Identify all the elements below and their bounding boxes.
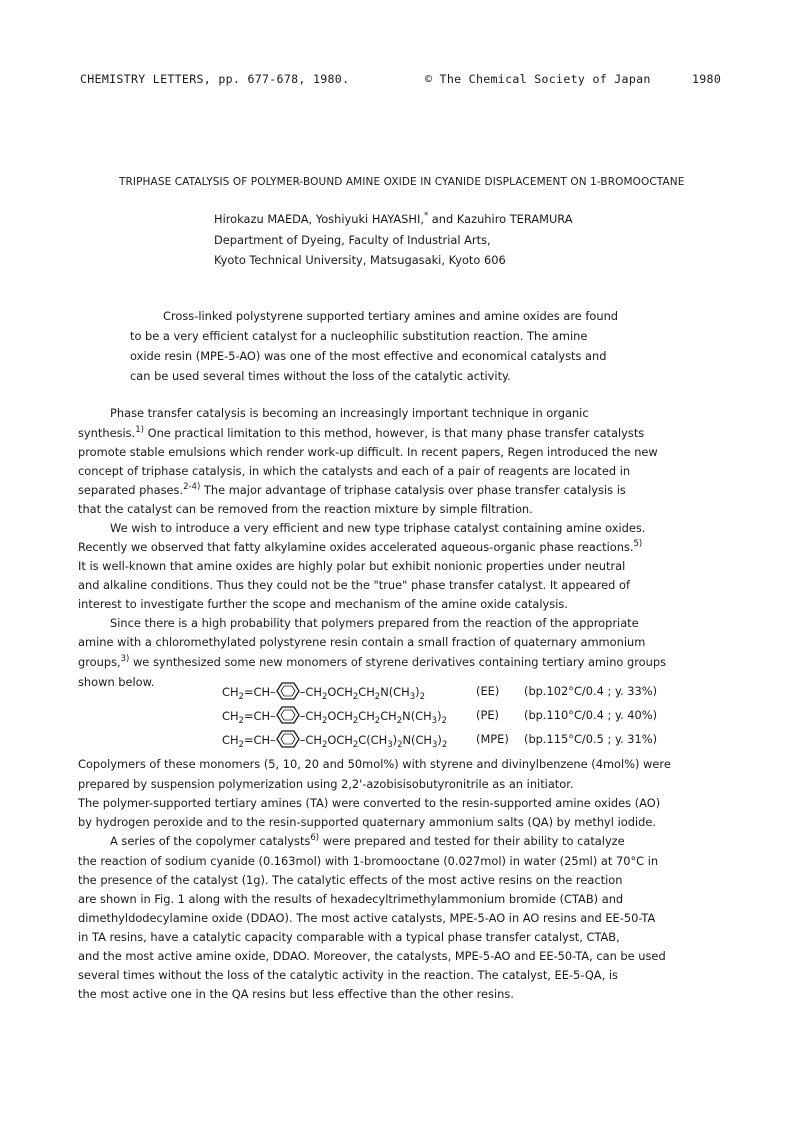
body-line: We wish to introduce a very efficient and new type triphase catalyst containing amine oxides. bbox=[110, 521, 646, 535]
copyright-notice: © The Chemical Society of Japan bbox=[425, 72, 651, 86]
body-line: prepared by suspension polymerization using 2,2'-azobisisobutyronitrile as an initiator. bbox=[78, 777, 574, 791]
monomer-code: (PE) bbox=[476, 708, 499, 722]
body-line: promote stable emulsions which render work-up difficult. In recent papers, Regen introduced the new bbox=[78, 445, 658, 459]
body-line: Phase transfer catalysis is becoming an increasingly important technique in organic bbox=[110, 406, 589, 420]
abstract-line: can be used several times without the loss of the catalytic activity. bbox=[130, 369, 511, 383]
formula-ee: $CH_2=CH-$ $-CH_2OCH_2CH_2N(CH_3)_2$ bbox=[222, 682, 425, 700]
monomer-bp: (bp.115°C/0.5 ; y. 31%) bbox=[524, 732, 658, 746]
body-line: dimethyldodecylamine oxide (DDAO). The most active catalysts, MPE-5-AO in AO resins and EE-50-TA bbox=[78, 911, 656, 925]
abstract-line: oxide resin (MPE-5-AO) was one of the most effective and economical catalysts and bbox=[130, 349, 607, 363]
body-line: in TA resins, have a catalytic capacity comparable with a typical phase transfer catalyst, CTAB, bbox=[78, 930, 620, 944]
benzene-ring-icon bbox=[276, 682, 300, 700]
body-line: The polymer-supported tertiary amines (TA) were converted to the resin-supported amine oxides (AO) bbox=[78, 796, 661, 810]
body-line: synthesis.$^{1)}$ One practical limitation to this method, however, is that many phase transfer catalysts bbox=[78, 425, 645, 440]
body-line: the most active one in the QA resins but less effective than the other resins. bbox=[78, 987, 514, 1001]
benzene-ring-icon bbox=[276, 730, 300, 748]
body-line: Since there is a high probability that polymers prepared from the reaction of the appropriate bbox=[110, 616, 639, 630]
body-line: A series of the copolymer catalysts$^{6)}$ were prepared and tested for their ability to catalyze bbox=[110, 833, 625, 848]
monomer-code: (MPE) bbox=[476, 732, 509, 746]
monomer-bp: (bp.102°C/0.4 ; y. 33%) bbox=[524, 684, 658, 698]
corresponding-author-mark: * bbox=[423, 211, 429, 221]
benzene-ring-icon bbox=[276, 706, 300, 724]
paper-title: TRIPHASE CATALYSIS OF POLYMER-BOUND AMINE OXIDE IN CYANIDE DISPLACEMENT ON 1-BROMOOCTANE bbox=[119, 176, 685, 188]
author-names: Hirokazu MAEDA, Yoshiyuki HAYASHI, bbox=[214, 212, 424, 226]
author-list bbox=[214, 212, 573, 226]
reference-mark: 3) bbox=[120, 654, 130, 664]
reference-mark: 1) bbox=[135, 425, 144, 435]
monomer-code: (EE) bbox=[476, 684, 500, 698]
body-line: and alkaline conditions. Thus they could not be the "true" phase transfer catalyst. It appeared of bbox=[78, 578, 630, 592]
affiliation-line-2: Kyoto Technical University, Matsugasaki, Kyoto 606 bbox=[214, 253, 506, 267]
publication-year: 1980 bbox=[692, 72, 722, 86]
abstract-line: to be a very efficient catalyst for a nucleophilic substitution reaction. The amine bbox=[130, 329, 588, 343]
body-line: separated phases.$^{2-4)}$ The major advantage of triphase catalysis over phase transfer catalysis is bbox=[78, 482, 626, 497]
formula-pe: $CH_2=CH-$ $-CH_2OCH_2CH_2CH_2N(CH_3)_2$ bbox=[222, 706, 447, 724]
abstract-line: Cross-linked polystyrene supported tertiary amines and amine oxides are found bbox=[163, 309, 619, 323]
journal-citation: CHEMISTRY LETTERS, pp. 677-678, 1980. bbox=[80, 72, 350, 86]
body-line: groups,$^{3)}$ we synthesized some new monomers of styrene derivatives containing tertiary amino groups bbox=[78, 654, 667, 669]
author-names-tail: and Kazuhiro TERAMURA bbox=[428, 212, 573, 226]
body-line: are shown in Fig. 1 along with the results of hexadecyltrimethylammonium bromide (CTAB) and bbox=[78, 892, 624, 906]
affiliation-line-1: Department of Dyeing, Faculty of Industrial Arts, bbox=[214, 233, 491, 247]
reference-mark: 6) bbox=[310, 833, 320, 843]
body-line: and the most active amine oxide, DDAO. Moreover, the catalysts, MPE-5-AO and EE-50-TA, can be used bbox=[78, 949, 666, 963]
reference-mark: 2-4) bbox=[183, 482, 201, 492]
body-line: that the catalyst can be removed from the reaction mixture by simple filtration. bbox=[78, 502, 533, 516]
body-line: by hydrogen peroxide and to the resin-supported quaternary ammonium salts (QA) by methyl iodide. bbox=[78, 815, 656, 829]
body-line: the reaction of sodium cyanide (0.163mol) with 1-bromooctane (0.027mol) in water (25ml) at 70°C in bbox=[78, 854, 659, 868]
body-line: the presence of the catalyst (1g). The catalytic effects of the most active resins on the reaction bbox=[78, 873, 623, 887]
body-line: concept of triphase catalysis, in which the catalysts and each of a pair of reagents are located in bbox=[78, 464, 631, 478]
body-line: Recently we observed that fatty alkylamine oxides accelerated aqueous-organic phase reactions.$^{5)}$ bbox=[78, 539, 643, 554]
formula-mpe: $CH_2=CH-$ $-CH_2OCH_2C(CH_3)_2N(CH_3)_2$ bbox=[222, 730, 447, 748]
body-line: shown below. bbox=[78, 675, 155, 689]
body-line: interest to investigate further the scope and mechanism of the amine oxide catalysis. bbox=[78, 597, 568, 611]
body-line: It is well-known that amine oxides are highly polar but exhibit nonionic properties under neutral bbox=[78, 559, 626, 573]
body-line: Copolymers of these monomers (5, 10, 20 and 50mol%) with styrene and divinylbenzene (4mol%) were bbox=[78, 757, 671, 771]
monomer-bp: (bp.110°C/0.4 ; y. 40%) bbox=[524, 708, 658, 722]
body-line: amine with a chloromethylated polystyrene resin contain a small fraction of quaternary ammonium bbox=[78, 635, 646, 649]
body-line: several times without the loss of the catalytic activity in the reaction. The catalyst, EE-5-QA, is bbox=[78, 968, 618, 982]
reference-mark: 5) bbox=[633, 539, 643, 549]
